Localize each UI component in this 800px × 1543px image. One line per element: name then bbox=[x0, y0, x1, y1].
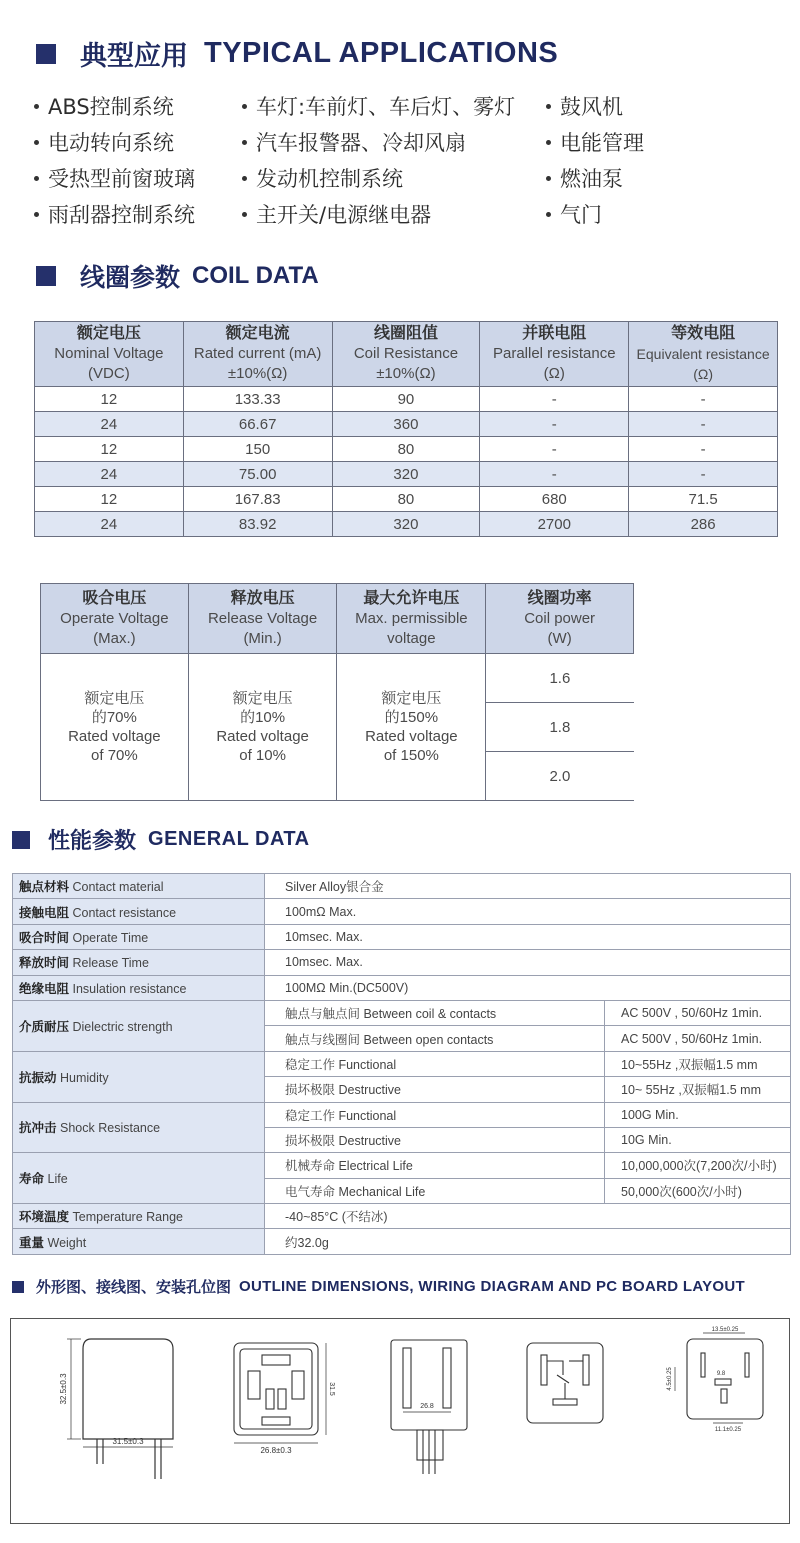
table-row: 12 150 80 - - bbox=[35, 437, 778, 462]
table-row: 触点与线圈间 Between open contacts AC 500V , 50/60Hz 1min. bbox=[13, 1026, 791, 1051]
side-outline-drawing bbox=[51, 1329, 201, 1499]
coil-power-value: 1.8 bbox=[486, 703, 634, 752]
table-row bbox=[41, 654, 634, 703]
front-view-drawing bbox=[383, 1334, 483, 1484]
list-item: 电能管理 bbox=[546, 124, 644, 160]
bullet-icon bbox=[546, 176, 551, 181]
list-item: 气门 bbox=[546, 196, 644, 232]
title-en: GENERAL DATA bbox=[148, 828, 310, 850]
typical-applications-title bbox=[36, 34, 558, 73]
applications-column-1 bbox=[34, 88, 195, 232]
dim-pcb-left: 4.5±0.25 bbox=[667, 1367, 673, 1391]
table-row: 吸合时间 Operate Time 10msec. Max. bbox=[13, 924, 791, 949]
table-row: 电气寿命 Mechanical Life 50,000次(600次/小时) bbox=[13, 1178, 791, 1203]
list-item: 车灯:车前灯、车后灯、雾灯 bbox=[242, 88, 515, 124]
bullet-icon bbox=[34, 176, 39, 181]
table-row: 触点材料 Contact material Silver Alloy银合金 bbox=[13, 874, 791, 899]
table-row: 24 66.67 360 - - bbox=[35, 412, 778, 437]
table-row: 寿命 Life 机械寿命 Electrical Life 10,000,000次(7,200次/小时) bbox=[13, 1153, 791, 1178]
table-row: 接触电阻 Contact resistance 100mΩ Max. bbox=[13, 899, 791, 924]
coil-power-value: 2.0 bbox=[486, 752, 634, 801]
coil-data-title bbox=[36, 258, 319, 294]
section-square-icon bbox=[12, 1281, 24, 1293]
dim-inner: 26.8 bbox=[420, 1403, 434, 1410]
list-item: 电动转向系统 bbox=[34, 124, 195, 160]
dim-pcb-center: 9.8 bbox=[716, 1371, 726, 1377]
header-parallel-resistance: 并联电阻 Parallel resistance (Ω) bbox=[480, 322, 629, 387]
bullet-icon bbox=[242, 176, 247, 181]
coil-voltage-table bbox=[40, 583, 634, 801]
title-zh: 线圈参数 bbox=[80, 263, 181, 292]
section-square-icon bbox=[12, 831, 30, 849]
dim-depth: 26.8±0.3 bbox=[260, 1446, 292, 1455]
list-item: 汽车报警器、冷却风扇 bbox=[242, 124, 515, 160]
bullet-icon bbox=[546, 212, 551, 217]
dim-pcb-top: 13.5±0.25 bbox=[711, 1327, 739, 1333]
bullet-icon bbox=[34, 104, 39, 109]
operate-voltage-value: 额定电压 的70% Rated voltage of 70% bbox=[41, 654, 189, 801]
general-data-table bbox=[12, 873, 791, 1255]
list-item: 受热型前窗玻璃 bbox=[34, 160, 195, 196]
section-square-icon bbox=[36, 266, 56, 286]
bullet-icon bbox=[546, 104, 551, 109]
section-square-icon bbox=[36, 44, 56, 64]
list-item: ABS控制系统 bbox=[34, 88, 195, 124]
general-data-title bbox=[12, 824, 310, 855]
table-row: 12 167.83 80 680 71.5 bbox=[35, 487, 778, 512]
table-row: 12 133.33 90 - - bbox=[35, 387, 778, 412]
header-equivalent-resistance: 等效电阻 Equivalent resistance (Ω) bbox=[629, 322, 778, 387]
table-header-row bbox=[41, 584, 634, 654]
title-zh: 外形图、接线图、安装孔位图 bbox=[36, 1278, 232, 1296]
list-item: 鼓风机 bbox=[546, 88, 644, 124]
title-en: TYPICAL APPLICATIONS bbox=[204, 37, 559, 69]
bullet-icon bbox=[242, 212, 247, 217]
table-row: 损坏极限 Destructive 10G Min. bbox=[13, 1127, 791, 1152]
bullet-icon bbox=[242, 140, 247, 145]
bullet-icon bbox=[34, 212, 39, 217]
header-operate-voltage: 吸合电压 Operate Voltage (Max.) bbox=[41, 584, 189, 654]
dim-height: 32.5±0.3 bbox=[59, 1373, 68, 1405]
list-item: 燃油泵 bbox=[546, 160, 644, 196]
wiring-diagram-drawing bbox=[523, 1339, 613, 1439]
bullet-icon bbox=[242, 104, 247, 109]
table-header-row bbox=[35, 322, 778, 387]
coil-power-value: 1.6 bbox=[486, 654, 634, 703]
header-release-voltage: 释放电压 Release Voltage (Min.) bbox=[188, 584, 337, 654]
dim-width: 31.5±0.3 bbox=[112, 1437, 144, 1446]
table-row: 重量 Weight 约32.0g bbox=[13, 1229, 791, 1254]
header-coil-power: 线圈功率 Coil power (W) bbox=[486, 584, 634, 654]
list-item: 发动机控制系统 bbox=[242, 160, 515, 196]
max-voltage-value: 额定电压 的150% Rated voltage of 150% bbox=[337, 654, 486, 801]
title-zh: 性能参数 bbox=[48, 829, 137, 854]
table-row: 抗冲击 Shock Resistance 稳定工作 Functional 100G Min. bbox=[13, 1102, 791, 1127]
header-max-voltage: 最大允许电压 Max. permissible voltage bbox=[337, 584, 486, 654]
table-row: 绝缘电阻 Insulation resistance 100MΩ Min.(DC500V) bbox=[13, 975, 791, 1000]
title-en: OUTLINE DIMENSIONS, WIRING DIAGRAM AND PC BOARD LAYOUT bbox=[239, 1278, 745, 1295]
header-coil-resistance: 线圈阻值 Coil Resistance ±10%(Ω) bbox=[332, 322, 480, 387]
table-row: 释放时间 Release Time 10msec. Max. bbox=[13, 950, 791, 975]
top-view-drawing bbox=[226, 1337, 336, 1457]
list-item: 雨刮器控制系统 bbox=[34, 196, 195, 232]
release-voltage-value: 额定电压 的10% Rated voltage of 10% bbox=[188, 654, 337, 801]
pcb-layout-drawing bbox=[663, 1325, 773, 1435]
title-zh: 典型应用 bbox=[80, 41, 188, 72]
table-row: 24 75.00 320 - - bbox=[35, 462, 778, 487]
coil-data-table bbox=[34, 321, 778, 537]
applications-column-3 bbox=[546, 88, 644, 232]
table-row: 环境温度 Temperature Range -40~85°C (不结冰) bbox=[13, 1204, 791, 1229]
list-item: 主开关/电源继电器 bbox=[242, 196, 515, 232]
header-rated-current: 额定电流 Rated current (mA) ±10%(Ω) bbox=[183, 322, 332, 387]
title-en: COIL DATA bbox=[192, 262, 319, 289]
bullet-icon bbox=[546, 140, 551, 145]
applications-column-2 bbox=[242, 88, 515, 232]
outline-drawings bbox=[10, 1318, 790, 1524]
dim-pcb-bottom: 11.1±0.25 bbox=[714, 1427, 742, 1433]
outline-title bbox=[12, 1276, 745, 1297]
dim-side: 31.5 bbox=[328, 1382, 335, 1396]
table-row: 24 83.92 320 2700 286 bbox=[35, 512, 778, 537]
header-nominal-voltage: 额定电压 Nominal Voltage (VDC) bbox=[35, 322, 184, 387]
table-row: 抗振动 Humidity 稳定工作 Functional 10~55Hz ,双振幅1.5 mm bbox=[13, 1051, 791, 1076]
bullet-icon bbox=[34, 140, 39, 145]
table-row: 损坏极限 Destructive 10~ 55Hz ,双振幅1.5 mm bbox=[13, 1077, 791, 1102]
table-row: 介质耐压 Dielectric strength 触点与触点间 Between coil & contacts AC 500V , 50/60Hz 1min. bbox=[13, 1000, 791, 1025]
